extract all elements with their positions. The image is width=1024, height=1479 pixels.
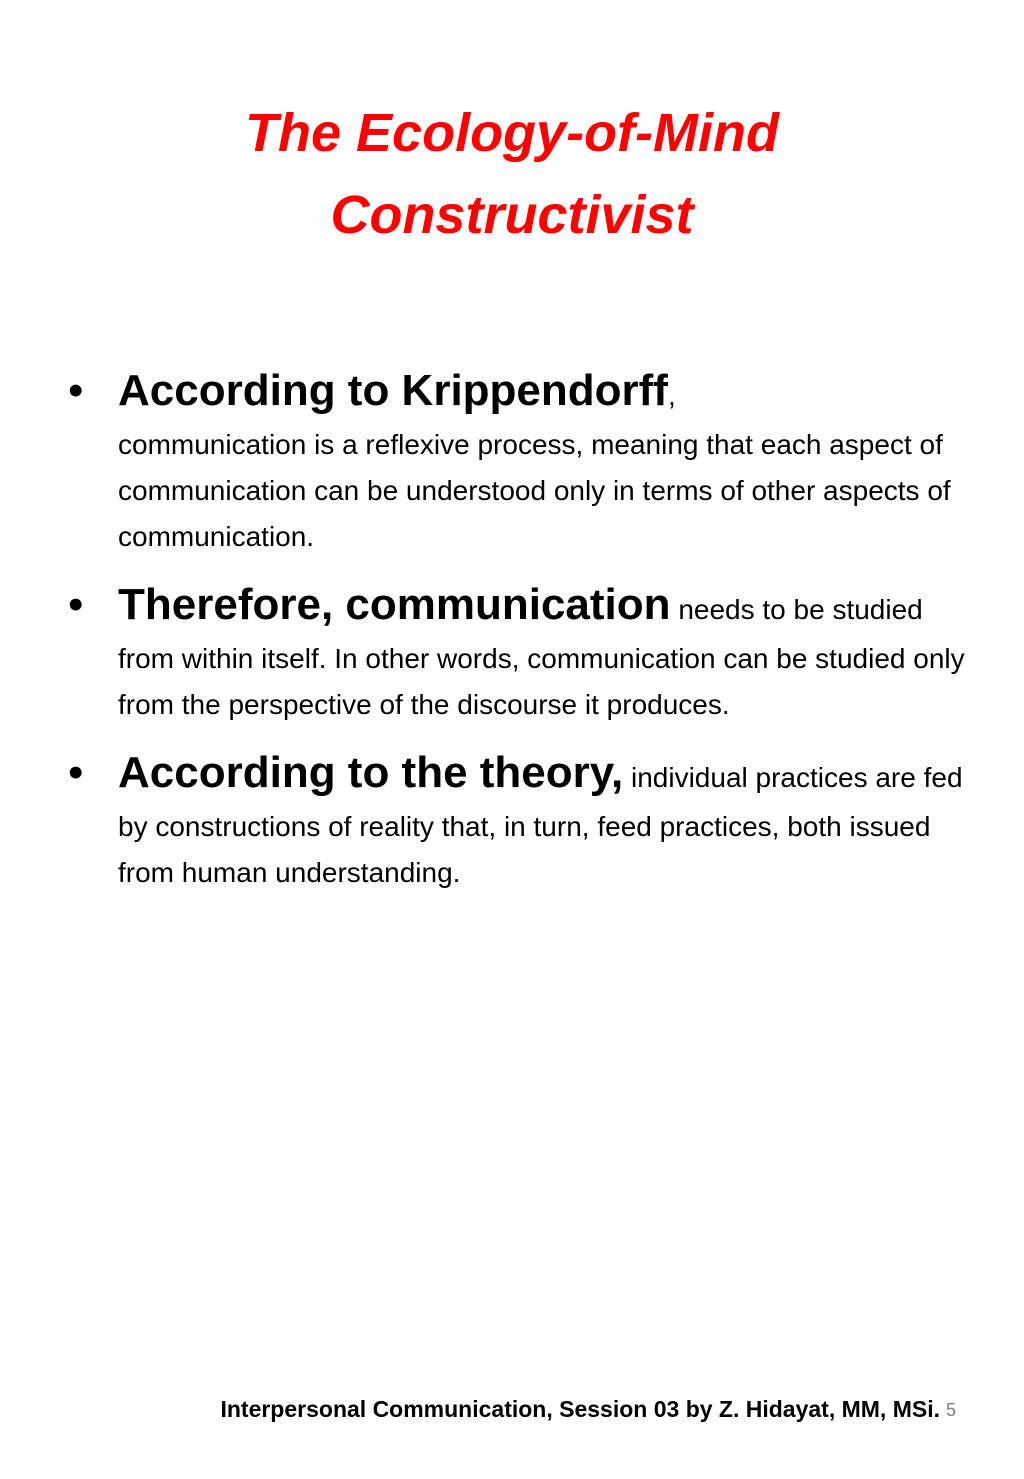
slide-footer: Interpersonal Communication, Session 03 by Z. Hidayat, MM, MSi. xyxy=(220,1396,940,1422)
page-number: 5 xyxy=(946,1400,957,1420)
bullet-body: communication is a reflexive process, meaning that each aspect of communication can be understood only in terms of other aspects of communication. xyxy=(118,429,951,552)
bullet-body: needs to be studied from within itself. In other words, communication can be studied only from the perspective of the discourse it produces. xyxy=(118,594,965,720)
bullet-icon: • xyxy=(68,366,84,415)
bullet-list xyxy=(66,360,966,910)
bullet-body: individual practices are fed by constructions of reality that, in turn, feed practices, both issued from human understanding. xyxy=(118,762,963,888)
bullet-lead: Therefore, communication xyxy=(118,580,671,629)
slide-title xyxy=(0,92,1024,256)
bullet-icon: • xyxy=(68,580,84,629)
bullet-icon: • xyxy=(68,748,84,797)
bullet-lead-suffix: , xyxy=(667,380,676,411)
bullet-lead: According to the theory, xyxy=(118,748,624,797)
bullet-lead: According to Krippendorff xyxy=(118,366,668,415)
slide-title-line-2: Constructivist xyxy=(330,185,694,245)
bullet-item-1 xyxy=(66,360,966,560)
bullet-item-2 xyxy=(66,574,966,728)
slide-title-line-1: The Ecology-of-Mind xyxy=(245,103,779,163)
bullet-item-3 xyxy=(66,742,966,896)
